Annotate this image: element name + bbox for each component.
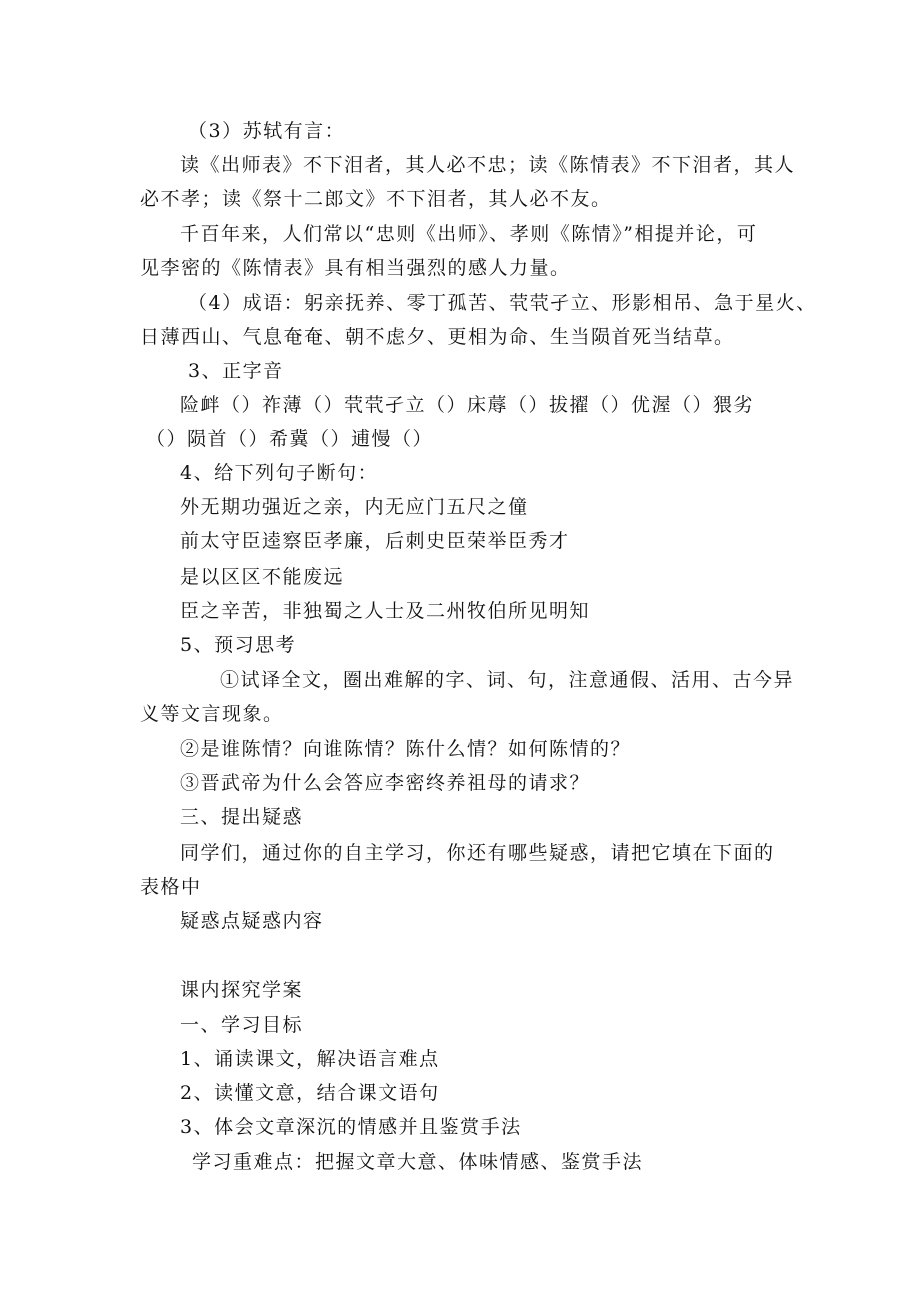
- text-line: 3、体会文章深沉的情感并且鉴赏手法: [180, 1116, 522, 1138]
- text-line: 同学们，通过你的自主学习，你还有哪些疑惑，请把它填在下面的: [180, 842, 775, 864]
- text-line: 5、预习思考: [180, 634, 297, 656]
- text-line: 是以区区不能废远: [180, 566, 345, 588]
- text-line: 三、提出疑惑: [180, 806, 304, 828]
- text-line: 日薄西山、气息奄奄、朝不虑夕、更相为命、生当陨首死当结草。: [140, 326, 735, 348]
- text-line: （4）成语：躬亲抚养、零丁孤苦、茕茕孑立、形影相吊、急于星火、: [188, 292, 817, 314]
- text-line: 一、学习目标: [180, 1014, 304, 1036]
- text-line: 4、给下列句子断句：: [180, 462, 379, 484]
- text-line: （）陨首（）希冀（）逋慢（）: [146, 428, 434, 450]
- text-line: 1、诵读课文，解决语言难点: [180, 1048, 440, 1070]
- text-line: 臣之辛苦，非独蜀之人士及二州牧伯所见明知: [180, 600, 591, 622]
- text-line: 课内探究学案: [180, 979, 304, 1001]
- text-line: 义等文言现象。: [140, 703, 284, 725]
- text-line: 见李密的《陈情表》具有相当强烈的感人力量。: [140, 257, 571, 279]
- text-line: 外无期功强近之亲，内无应门五尺之僮: [180, 496, 529, 518]
- text-line: （3）苏轼有言：: [188, 120, 346, 142]
- text-line: 险衅（）祚薄（）茕茕孑立（）床蓐（）拔擢（）优渥（）猥劣: [180, 394, 755, 416]
- text-line: 表格中: [140, 876, 202, 898]
- text-line: 必不孝；读《祭十二郎文》不下泪者，其人必不友。: [140, 188, 612, 210]
- text-line: 2、读懂文意，结合课文语句: [180, 1082, 440, 1104]
- text-line: 千百年来，人们常以“忠则《出师》、孝则《陈情》”相提并论，可: [180, 223, 758, 245]
- text-line: ①试译全文，圈出难解的字、词、句，注意通假、活用、古今异: [220, 669, 795, 691]
- text-line: ③晋武帝为什么会答应李密终养祖母的请求？: [180, 772, 591, 794]
- text-line: 读《出师表》不下泪者，其人必不忠；读《陈情表》不下泪者，其人: [180, 154, 796, 176]
- text-line: ②是谁陈情？向谁陈情？陈什么情？如何陈情的？: [180, 738, 632, 760]
- text-line: 3、正字音: [188, 360, 284, 382]
- text-line: 疑惑点疑惑内容: [180, 910, 324, 932]
- text-line: 学习重难点：把握文章大意、体味情感、鉴赏手法: [192, 1151, 644, 1173]
- text-line: 前太守臣逵察臣孝廉，后刺史臣荣举臣秀才: [180, 530, 570, 552]
